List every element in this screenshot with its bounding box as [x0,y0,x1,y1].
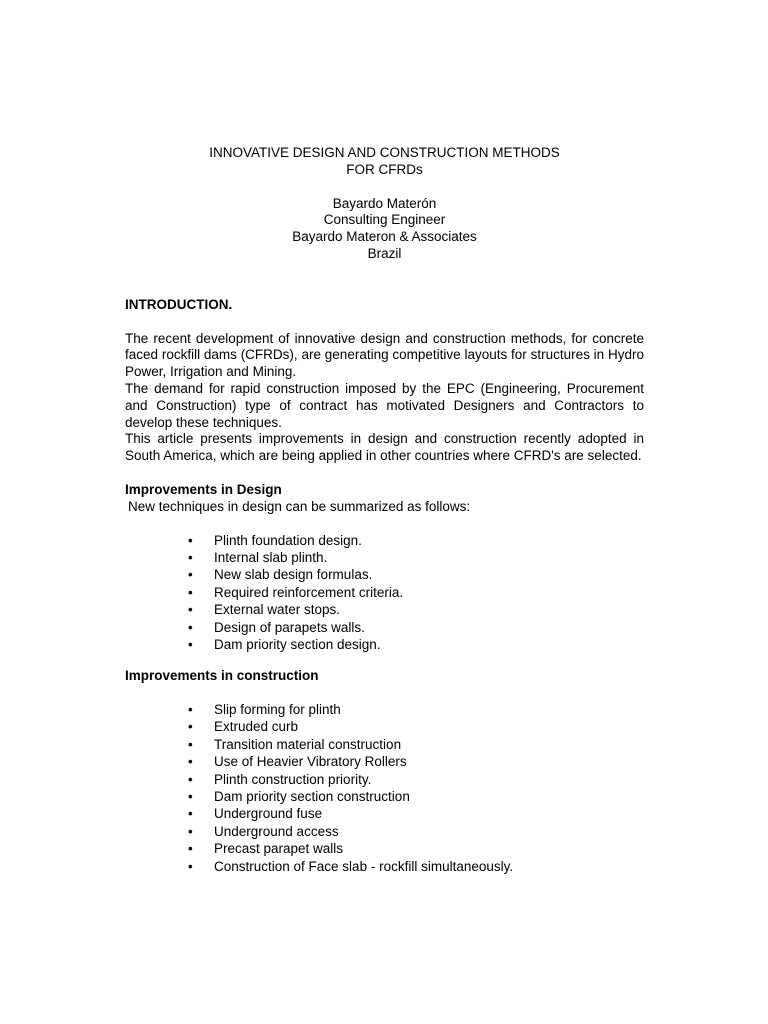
bullet-icon: • [188,549,193,565]
list-item [125,620,644,637]
list-item-text: Precast parapet walls [214,841,344,857]
bullet-icon: • [188,823,193,839]
list-item [125,789,644,806]
list-item-text: Plinth construction priority. [214,771,372,787]
introduction-paragraph: This article presents improvements in design and construction recently adopted in South America, which are being applied in other countries where CFRD's are selected. [125,431,644,464]
design-lead-in: New techniques in design can be summarized as follows: [128,498,471,514]
list-item [125,806,644,823]
list-item-text: Use of Heavier Vibratory Rollers [214,754,407,770]
list-item [125,754,644,771]
design-heading: Improvements in Design [125,481,282,497]
title-line-1: INNOVATIVE DESIGN AND CONSTRUCTION METHODS [209,145,560,160]
list-item-text: Dam priority section construction [214,789,410,805]
list-item-text: Underground access [214,823,339,839]
list-item [125,824,644,841]
list-item [125,859,644,876]
introduction-body [125,331,644,465]
list-item-text: New slab design formulas. [214,567,373,583]
document-title [125,145,644,179]
list-item [125,550,644,567]
list-item-text: Slip forming for plinth [214,702,341,718]
list-item [125,737,644,754]
list-item-text: Transition material construction [214,736,402,752]
list-item-text: Construction of Face slab - rockfill simultaneously. [214,858,514,874]
bullet-icon: • [188,806,193,822]
list-item-text: Dam priority section design. [214,636,381,652]
list-item-text: External water stops. [214,602,341,618]
list-item [125,841,644,858]
bullet-icon: • [188,858,193,874]
document-page [125,145,644,876]
bullet-icon: • [188,841,193,857]
bullet-icon: • [188,702,193,718]
bullet-icon: • [188,602,193,618]
list-item [125,602,644,619]
bullet-icon: • [188,567,193,583]
bullet-icon: • [188,736,193,752]
list-item-text: Extruded curb [214,719,299,735]
author-role: Consulting Engineer [323,212,446,228]
introduction-paragraph: The recent development of innovative design and construction methods, for concrete faced rockfill dams (CFRDs), are generating competitive layouts for structures in Hydro Power, Irrigation and Mining. [125,330,644,380]
author-country: Brazil [367,245,402,261]
author-block [125,196,644,263]
list-item-text: Underground fuse [214,806,323,822]
construction-heading: Improvements in construction [125,668,319,684]
bullet-icon: • [188,532,193,548]
list-item-text: Internal slab plinth. [214,549,328,565]
bullet-icon: • [188,719,193,735]
author-name: Bayardo Materón [332,195,437,211]
introduction-heading: INTRODUCTION. [125,296,233,312]
design-list [125,533,644,655]
bullet-icon: • [188,771,193,787]
list-item [125,567,644,584]
bullet-icon: • [188,584,193,600]
list-item-text: Required reinforcement criteria. [214,584,404,600]
introduction-paragraph: The demand for rapid construction imposed by the EPC (Engineering, Procurement and Construction) type of contract has motivated Designers and Contractors to develop these techniques. [125,380,644,430]
bullet-icon: • [188,789,193,805]
list-item [125,637,644,654]
bullet-icon: • [188,619,193,635]
list-item-text: Plinth foundation design. [214,532,362,548]
author-company: Bayardo Materon & Associates [292,229,477,245]
construction-list [125,702,644,876]
title-line-2: FOR CFRDs [346,161,423,177]
list-item [125,533,644,550]
bullet-icon: • [188,636,193,652]
list-item [125,585,644,602]
bullet-icon: • [188,754,193,770]
list-item [125,772,644,789]
list-item [125,719,644,736]
list-item [125,702,644,719]
list-item-text: Design of parapets walls. [214,619,365,635]
